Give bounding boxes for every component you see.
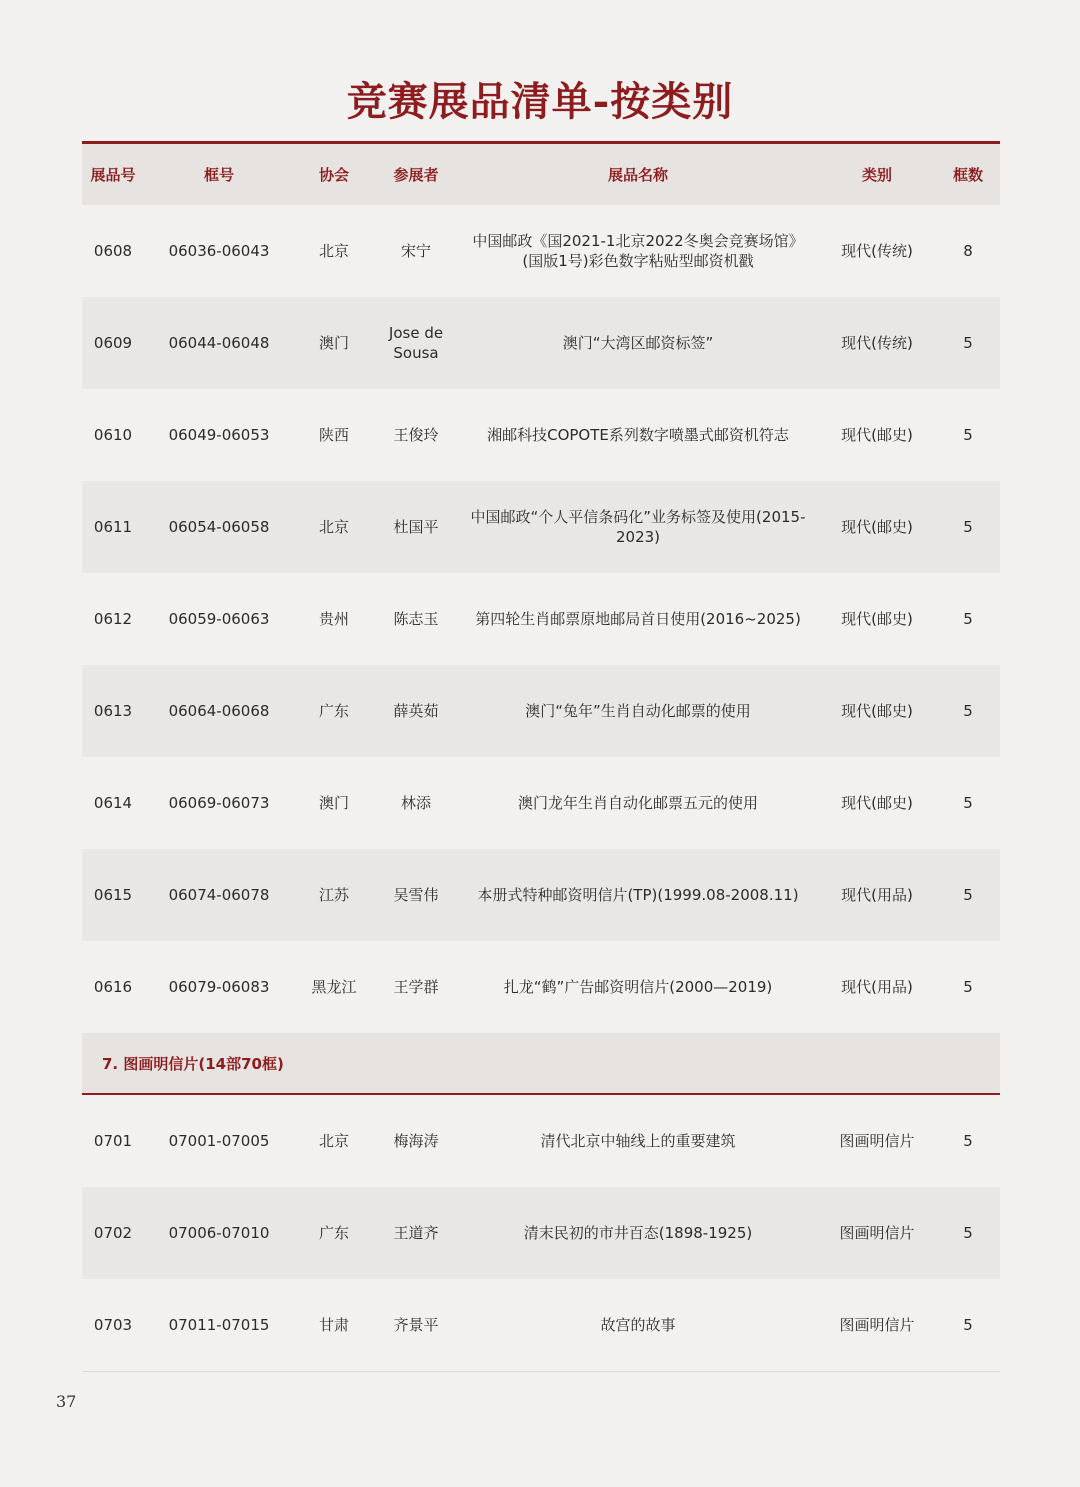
cell-frame-no: 06054-06058 — [168, 518, 270, 536]
cell-category: 现代(邮史) — [841, 794, 913, 812]
cell-exhibit-name: 第四轮生肖邮票原地邮局首日使用(2016~2025) — [475, 610, 801, 628]
header-exhibit-name: 展品名称 — [607, 165, 668, 184]
cell-association: 澳门 — [318, 334, 349, 352]
cell-association: 北京 — [318, 518, 349, 536]
cell-frame-no: 07001-07005 — [168, 1132, 270, 1150]
table-row — [82, 205, 1000, 297]
cell-exhibit-no: 0613 — [93, 702, 133, 720]
cell-association: 北京 — [318, 242, 349, 260]
cell-exhibit-name: 澳门“大湾区邮资标签” — [562, 334, 714, 352]
cell-association: 澳门 — [318, 794, 349, 812]
cell-frame-count: 5 — [963, 978, 973, 996]
cell-exhibitor: 王学群 — [393, 978, 439, 996]
table-row — [82, 481, 1000, 573]
table-row — [82, 297, 1000, 389]
table-header — [82, 144, 1000, 205]
cell-exhibitor: 陈志玉 — [393, 610, 439, 628]
cell-frame-no: 06049-06053 — [168, 426, 270, 444]
table-row — [82, 941, 1000, 1033]
cell-exhibitor: 宋宁 — [400, 242, 431, 260]
cell-category: 现代(邮史) — [841, 702, 913, 720]
cell-frame-no: 07006-07010 — [168, 1224, 270, 1242]
cell-exhibitor: 王俊玲 — [393, 426, 439, 444]
page-title: 竞赛展品清单-按类别 — [346, 78, 734, 125]
cell-exhibitor: 梅海涛 — [393, 1132, 439, 1150]
cell-exhibit-name: 扎龙“鹤”广告邮资明信片(2000—2019) — [503, 978, 773, 996]
cell-exhibit-no: 0702 — [93, 1224, 133, 1242]
cell-exhibit-no: 0614 — [93, 794, 133, 812]
cell-exhibit-name: 本册式特种邮资明信片(TP)(1999.08-2008.11) — [477, 886, 799, 904]
cell-category: 现代(邮史) — [841, 426, 913, 444]
cell-association: 广东 — [318, 1224, 349, 1242]
cell-exhibitor: 薛英茹 — [393, 702, 439, 720]
cell-category: 图画明信片 — [839, 1132, 915, 1150]
cell-exhibit-no: 0609 — [93, 334, 133, 352]
cell-association: 广东 — [318, 702, 349, 720]
cell-frame-no: 06036-06043 — [168, 242, 270, 260]
cell-exhibit-name: 清末民初的市井百态(1898-1925) — [523, 1224, 753, 1242]
header-frame-count: 框数 — [952, 165, 983, 184]
cell-exhibit-name: 澳门龙年生肖自动化邮票五元的使用 — [517, 794, 758, 812]
cell-association: 贵州 — [318, 610, 349, 628]
header-exhibit-no: 展品号 — [90, 165, 136, 184]
cell-category: 图画明信片 — [839, 1316, 915, 1334]
cell-association: 陕西 — [318, 426, 349, 444]
header-exhibitor: 参展者 — [393, 165, 439, 184]
cell-exhibit-name: 故宫的故事 — [600, 1316, 676, 1334]
table-row — [82, 1095, 1000, 1187]
cell-category: 现代(邮史) — [841, 518, 913, 536]
page-number: 37 — [56, 1392, 77, 1411]
cell-exhibit-no: 0615 — [93, 886, 133, 904]
cell-exhibit-no: 0703 — [93, 1316, 133, 1334]
cell-exhibitor: 王道齐 — [393, 1224, 439, 1242]
cell-exhibit-name: 清代北京中轴线上的重要建筑 — [540, 1132, 736, 1150]
cell-frame-count: 5 — [963, 518, 973, 536]
cell-frame-count: 5 — [963, 886, 973, 904]
table-row — [82, 573, 1000, 665]
cell-frame-count: 5 — [963, 1316, 973, 1334]
cell-exhibitor: 杜国平 — [393, 518, 439, 536]
cell-category: 现代(传统) — [841, 334, 913, 352]
cell-exhibitor: 吴雪伟 — [393, 886, 439, 904]
cell-category: 现代(传统) — [841, 242, 913, 260]
cell-frame-no: 06044-06048 — [168, 334, 270, 352]
cell-association: 甘肃 — [318, 1316, 349, 1334]
cell-exhibit-no: 0608 — [93, 242, 133, 260]
cell-exhibit-name: 湘邮科技COPOTE系列数字喷墨式邮资机符志 — [487, 426, 789, 444]
cell-exhibitor: Jose de Sousa — [388, 324, 444, 362]
section-heading: 7. 图画明信片(14部70框) — [82, 1033, 1000, 1095]
exhibit-table — [82, 141, 1000, 1372]
cell-frame-count: 5 — [963, 426, 973, 444]
cell-exhibit-no: 0616 — [93, 978, 133, 996]
cell-exhibit-name: 中国邮政“个人平信条码化”业务标签及使用(2015-2023) — [470, 508, 806, 546]
cell-frame-count: 5 — [963, 702, 973, 720]
cell-exhibit-no: 0610 — [93, 426, 133, 444]
table-row — [82, 389, 1000, 481]
cell-frame-no: 06074-06078 — [168, 886, 270, 904]
table-body-b — [82, 1095, 1000, 1371]
cell-frame-no: 07011-07015 — [168, 1316, 270, 1334]
header-association: 协会 — [318, 165, 349, 184]
cell-frame-no: 06064-06068 — [168, 702, 270, 720]
cell-exhibit-no: 0611 — [93, 518, 133, 536]
cell-exhibitor: 齐景平 — [393, 1316, 439, 1334]
cell-frame-count: 5 — [963, 794, 973, 812]
table-row — [82, 849, 1000, 941]
cell-category: 现代(用品) — [841, 978, 913, 996]
cell-exhibitor: 林添 — [400, 794, 431, 812]
table-bottom-divider — [82, 1371, 1000, 1372]
cell-frame-count: 8 — [963, 242, 973, 260]
cell-frame-count: 5 — [963, 334, 973, 352]
table-body-a — [82, 205, 1000, 1033]
cell-frame-count: 5 — [963, 1132, 973, 1150]
cell-category: 现代(用品) — [841, 886, 913, 904]
table-row — [82, 757, 1000, 849]
cell-category: 现代(邮史) — [841, 610, 913, 628]
table-row — [82, 1279, 1000, 1371]
cell-frame-count: 5 — [963, 1224, 973, 1242]
header-category: 类别 — [861, 165, 892, 184]
cell-association: 北京 — [318, 1132, 349, 1150]
cell-exhibit-name: 中国邮政《国2021-1北京2022冬奥会竞赛场馆》(国版1号)彩色数字粘贴型邮资机戳 — [472, 232, 804, 270]
cell-category: 图画明信片 — [839, 1224, 915, 1242]
cell-exhibit-no: 0701 — [93, 1132, 133, 1150]
header-frame-no: 框号 — [203, 165, 234, 184]
cell-frame-count: 5 — [963, 610, 973, 628]
table-row — [82, 1187, 1000, 1279]
cell-association: 黑龙江 — [311, 978, 357, 996]
cell-frame-no: 06069-06073 — [168, 794, 270, 812]
cell-frame-no: 06079-06083 — [168, 978, 270, 996]
cell-association: 江苏 — [318, 886, 349, 904]
cell-frame-no: 06059-06063 — [168, 610, 270, 628]
cell-exhibit-name: 澳门“兔年”生肖自动化邮票的使用 — [525, 702, 751, 720]
table-row — [82, 665, 1000, 757]
cell-exhibit-no: 0612 — [93, 610, 133, 628]
